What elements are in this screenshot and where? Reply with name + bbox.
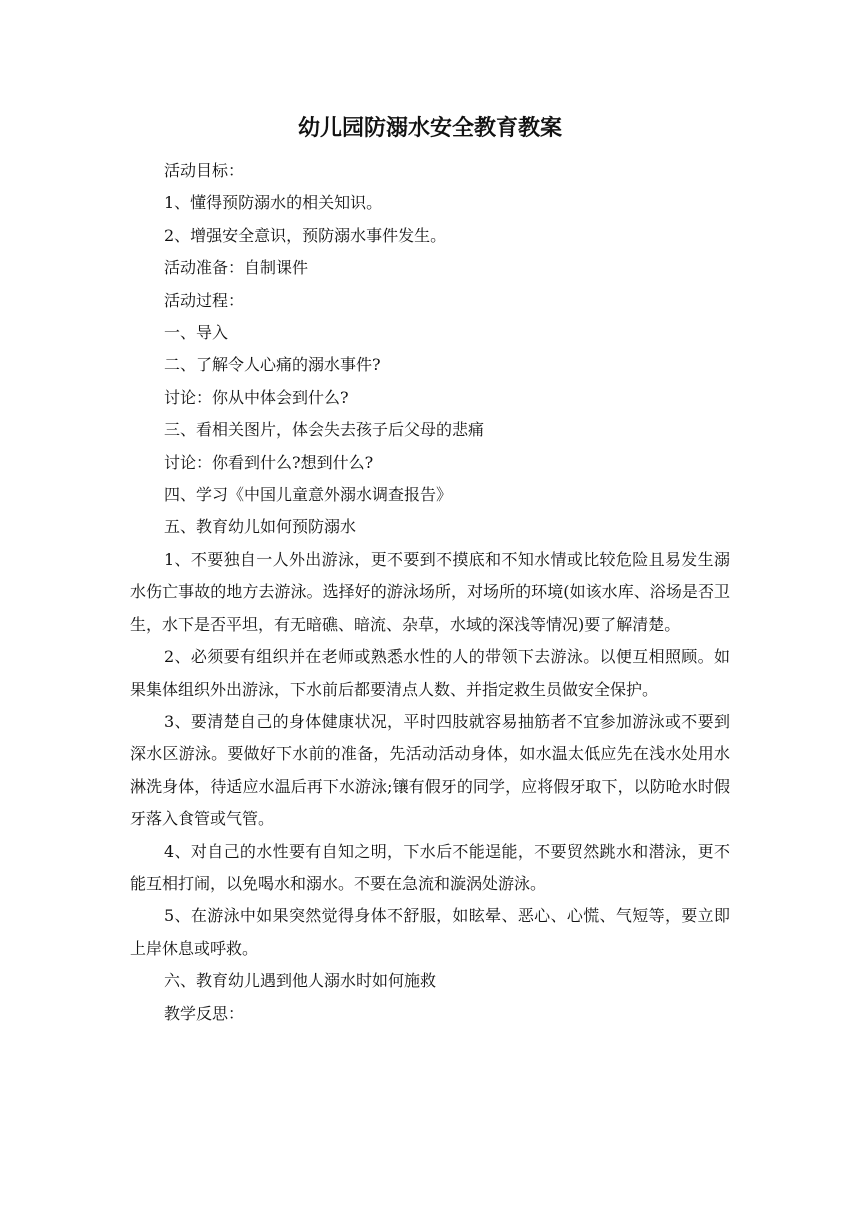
document-title: 幼儿园防溺水安全教育教案 [297, 115, 562, 141]
goal-item-1: 1、懂得预防溺水的相关知识。 [164, 193, 383, 213]
rule-paragraph-1: 1、不要独自一人外出游泳，更不要到不摸底和不知水情或比较危险且易发生溺水伤亡事故的地方去游泳。选择好的游泳场所，对场所的环境(如该水库、浴场是否卫生，水下是否平坦，有无暗礁、暗流、杂草，水域的深浅等情况)要了解清楚。 [130, 549, 730, 634]
process-heading: 活动过程： [164, 290, 245, 310]
rule-paragraph-2: 2、必须要有组织并在老师或熟悉水性的人的带领下去游泳。以便互相照顾。如果集体组织外出游泳，下水前后都要清点人数、并指定救生员做安全保护。 [130, 647, 730, 699]
reflection-heading: 教学反思： [164, 1003, 245, 1023]
preparation-line: 活动准备：自制课件 [164, 258, 309, 278]
step-1: 一、导入 [164, 323, 229, 343]
goal-heading: 活动目标： [164, 161, 245, 180]
step-6: 六、教育幼儿遇到他人溺水时如何施救 [164, 971, 437, 991]
rule-paragraph-5: 5、在游泳中如果突然觉得身体不舒服，如眩晕、恶心、心慌、气短等，要立即上岸休息或呼救。 [130, 906, 730, 958]
goal-item-2: 2、增强安全意识，预防溺水事件发生。 [164, 225, 447, 245]
rule-paragraph-4: 4、对自己的水性要有自知之明，下水后不能逞能，不要贸然跳水和潜泳，更不能互相打闹，以免喝水和溺水。不要在急流和漩涡处游泳。 [130, 841, 730, 893]
discussion-2: 讨论：你看到什么?想到什么? [164, 452, 374, 472]
step-2: 二、了解令人心痛的溺水事件? [164, 355, 381, 375]
discussion-1: 讨论：你从中体会到什么? [164, 387, 349, 407]
step-4: 四、学习《中国儿童意外溺水调查报告》 [164, 485, 453, 505]
rule-paragraph-3: 3、要清楚自己的身体健康状况，平时四肢就容易抽筋者不宜参加游泳或不要到深水区游泳。要做好下水前的准备，先活动活动身体，如水温太低应先在浅水处用水淋洗身体，待适应水温后再下水游泳;镶有假牙的同学，应将假牙取下，以防呛水时假牙落入食管或气管。 [130, 711, 730, 829]
step-5: 五、教育幼儿如何预防溺水 [164, 517, 357, 537]
document-body [130, 155, 730, 1030]
step-3: 三、看相关图片，体会失去孩子后父母的悲痛 [164, 420, 485, 440]
